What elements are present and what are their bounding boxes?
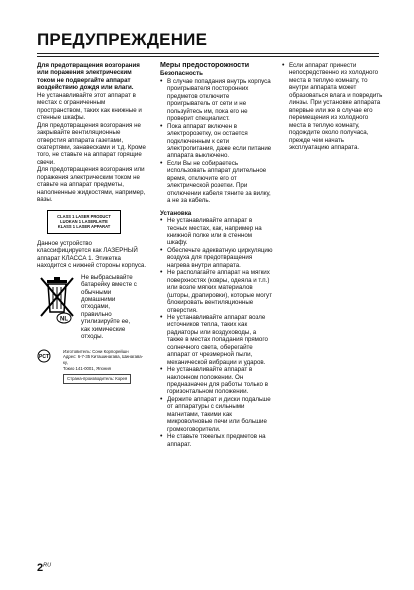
- page-number-value: 2: [37, 562, 44, 574]
- page-number: [37, 562, 51, 574]
- title-rule-secondary: [37, 56, 379, 57]
- install-list: [160, 217, 273, 448]
- safety-title: Безопасность: [160, 70, 203, 78]
- list-item: • Держите аппарат и диски подальше от аппаратуры с сильными магнитами, такими как микроволновые печи или большие громкоговорители.: [160, 396, 273, 433]
- warning-bold: Для предотвращения возгорания или поражения электрическим током не подвергайте аппарат воздействию дождя или влаги.: [37, 62, 140, 92]
- precautions-heading: Меры предосторожности: [160, 61, 250, 69]
- column-precautions: [160, 62, 273, 448]
- nl-mark: NL: [60, 316, 68, 323]
- list-item: • Не располагайте аппарат на мягких поверхностях (ковры, одеяла и т.п.) или возле мягких материалов (шторы, драпировки), которые могут блокировать вентиляционные отверстия.: [160, 269, 273, 314]
- crossed-bin-icon: [37, 274, 77, 329]
- manufacturer-text: [63, 349, 147, 384]
- warning-para-3: Для предотвращения возгорания или поражения электрическим током не ставьте на аппарат предметы, наполненные жидкостями, например, вазы.: [37, 166, 146, 204]
- laser-line: LUOKAN 1 LASERLAITE: [60, 219, 108, 225]
- made-in-label: Страна-производитель: Корея: [63, 374, 131, 384]
- safety-list: [160, 78, 273, 205]
- mfr-line: Изготовитель: Сони Корпорейшн: [63, 348, 129, 354]
- warning-para-2: Для предотвращения возгорания не закрывайте вентиляционные отверстия аппарата газетами, скатертями, занавесками и т.д. Кроме того, не ставьте на аппарат горящие свечи.: [37, 121, 146, 166]
- list-item: • Не устанавливайте аппарат в тесных местах, как, например на книжной полке или в стенном шкафу.: [160, 217, 273, 247]
- list-item: • Не ставьте тяжелых предметов на аппарат.: [160, 433, 273, 448]
- warning-para-1: Не устанавливайте этот аппарат в местах с ограниченным пространством, таких как книжные и стенные шкафы.: [37, 91, 142, 122]
- battery-text: Не выбрасывайте батарейку вместе с обычными домашними отходами, правильно утилизируйте ее, как химические отходы.: [81, 273, 137, 341]
- column-condensation: [282, 62, 384, 151]
- list-item: • Если Вы не собираетесь использовать аппарат длительное время, отключите его от электрической розетки. При отключении кабеля тяните за вилку, а не за кабель.: [160, 160, 273, 205]
- title-rule: [37, 53, 379, 54]
- laser-label: [47, 210, 121, 234]
- battery-block: [37, 274, 147, 341]
- install-title: Установка: [160, 209, 192, 217]
- mfr-line: Токио 141-0001, Япония: [63, 365, 112, 371]
- laser-line: KLASS 1 LASER APPARAT: [57, 224, 111, 230]
- condensation-list: [282, 62, 384, 151]
- laser-line: CLASS 1 LASER PRODUCT: [57, 213, 111, 219]
- list-item: • Если аппарат принести непосредственно из холодного места в теплую комнату, то внутри аппарата может образоваться влага и повредить линзы. При установке аппарата впервые или же в случае его перемещения из холодного места в теплую комнату, подождите около получаса, прежде чем начать эксплуатацию аппарата.: [282, 62, 384, 151]
- pct-mark: PCT: [39, 353, 49, 360]
- list-item: • Пока аппарат включен в электророзетку, он остается подключенным к сети электропитания, даже если питание аппарата выключено.: [160, 123, 273, 160]
- mfr-line: Адрес: 6-7-35 Киташинагава, Шинагава-ку,: [63, 354, 144, 365]
- list-item: • В случае попадания внутрь корпуса проигрывателя посторонних предметов отключите проигрыватель от сети и не пользуйтесь им, пока его не проверит специалист.: [160, 78, 273, 123]
- page-title: ПРЕДУПРЕЖДЕНИЕ: [37, 30, 208, 49]
- column-warnings: [37, 62, 147, 384]
- pct-mark-icon: [37, 349, 57, 363]
- manufacturer-block: [37, 349, 147, 384]
- laser-para: Данное устройство классифицируется как ЛАЗЕРНЫЙ аппарат КЛАССА 1. Этикетка находится с нижней стороны корпуса.: [37, 239, 147, 270]
- list-item: • Обеспечьте адекватную циркуляцию воздуха для предотвращения нагрева внутри аппарата.: [160, 247, 273, 269]
- list-item: • Не устанавливайте аппарат возле источников тепла, таких как радиаторы или воздуховоды, а также в местах попадания прямого солнечного света, оберегайте аппарат от чрезмерной пыли, механической вибрации и ударов.: [160, 314, 273, 366]
- page-lang: RU: [43, 562, 52, 569]
- list-item: • Не устанавливайте аппарат в наклонном положении. Он предназначен для работы только в горизонтальном положении.: [160, 366, 273, 396]
